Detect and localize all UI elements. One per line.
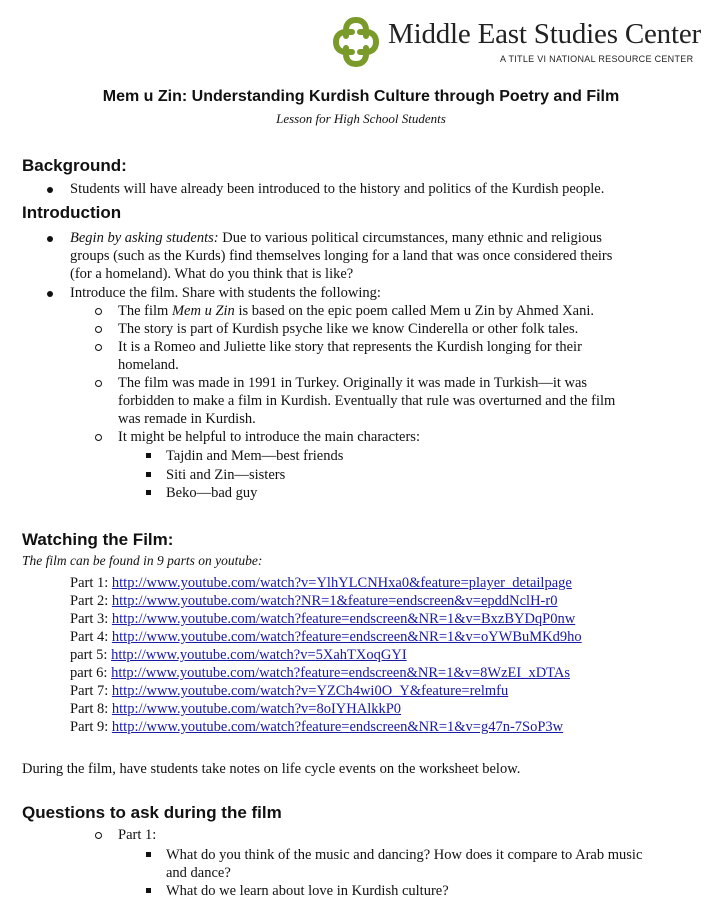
document-title: Mem u Zin: Understanding Kurdish Culture through Poetry and Film (102, 88, 620, 105)
square-bullet (146, 472, 151, 477)
youtube-link[interactable]: http://www.youtube.com/watch?feature=endscreen&NR=1&v=g47n-7SoP3w (111, 719, 564, 735)
intro-question-text: Due to various political circumstances, many ethnic and religious groups (such as the Kurds) find themselves longing for a land that was once considered theirs (for a homeland). What do you think that is like? (70, 230, 613, 282)
watching-heading: Watching the Film: (22, 530, 174, 549)
youtube-link[interactable]: http://www.youtube.com/watch?v=8oIYHAlkkP0 (111, 701, 402, 717)
youtube-link[interactable]: http://www.youtube.com/watch?v=YlhYLCNHxa0&feature=player_detailpage (111, 575, 572, 591)
intro-bullet-question (70, 229, 630, 283)
youtube-link[interactable]: http://www.youtube.com/watch?NR=1&feature=endscreen&v=epddNclH-r0 (111, 593, 558, 609)
square-bullet (146, 453, 151, 458)
questions-part-label: Part 1: (118, 827, 157, 843)
question-1: What do you think of the music and dancing? How does it compare to Arab music and dance? (166, 847, 643, 881)
bullet-dot (47, 236, 53, 242)
question-2: What do we learn about love in Kurdish culture? (166, 883, 449, 899)
org-subtitle: A TITLE VI NATIONAL RESOURCE CENTER (500, 54, 694, 64)
video-part-line: part 5: http://www.youtube.com/watch?v=5XahTXoqGYI (70, 647, 407, 663)
video-part-line: Part 1: http://www.youtube.com/watch?v=YlhYLCNHxa0&feature=player_detailpage (70, 575, 572, 591)
film-fact-1: The film Mem u Zin is based on the epic poem called Mem u Zin by Ahmed Xani. (118, 303, 595, 319)
background-bullet: Students will have already been introduced to the history and politics of the Kurdish people. (70, 181, 605, 197)
bullet-dot (47, 187, 53, 193)
sub-bullet-circle (95, 434, 102, 441)
sub-bullet-circle (95, 308, 102, 315)
background-heading: Background: (22, 156, 127, 175)
questions-heading: Questions to ask during the film (22, 803, 282, 822)
character-3: Beko—bad guy (166, 485, 258, 501)
sub-bullet-circle (95, 380, 102, 387)
film-fact-3: It is a Romeo and Juliette like story that represents the Kurdish longing for their homeland. (118, 339, 582, 373)
org-name: Middle East Studies Center (388, 18, 701, 50)
video-part-line: Part 8: http://www.youtube.com/watch?v=8oIYHAlkkP0 (70, 701, 402, 717)
during-film-note: During the film, have students take notes on life cycle events on the worksheet below. (22, 761, 521, 777)
green-interlocking-logo-icon (330, 14, 382, 70)
intro-bullet-film: Introduce the film. Share with students the following: (70, 285, 381, 301)
bullet-dot (47, 291, 53, 297)
youtube-link[interactable]: http://www.youtube.com/watch?feature=endscreen&NR=1&v=BxzBYDqP0nw (111, 611, 576, 627)
watching-note: The film can be found in 9 parts on youtube: (22, 553, 263, 568)
square-bullet (146, 852, 151, 857)
video-part-line: Part 9: http://www.youtube.com/watch?feature=endscreen&NR=1&v=g47n-7SoP3w (70, 719, 564, 735)
character-1: Tajdin and Mem—best friends (166, 448, 344, 464)
video-part-line: Part 7: http://www.youtube.com/watch?v=YZCh4wi0O_Y&feature=relmfu (70, 683, 509, 699)
video-part-line: Part 2: http://www.youtube.com/watch?NR=1&feature=endscreen&v=epddNclH-r0 (70, 593, 558, 609)
square-bullet (146, 888, 151, 893)
sub-bullet-circle (95, 344, 102, 351)
youtube-link[interactable]: http://www.youtube.com/watch?feature=endscreen&NR=1&v=8WzEI_xDTAs (111, 665, 570, 681)
document-subtitle: Lesson for High School Students (276, 111, 446, 126)
youtube-link[interactable]: http://www.youtube.com/watch?v=5XahTXoqGYI (111, 647, 407, 663)
square-bullet (146, 490, 151, 495)
video-part-line: part 6: http://www.youtube.com/watch?feature=endscreen&NR=1&v=8WzEI_xDTAs (70, 665, 570, 681)
video-part-line: Part 4: http://www.youtube.com/watch?feature=endscreen&NR=1&v=oYWBuMKd9ho (70, 629, 582, 645)
youtube-link[interactable]: http://www.youtube.com/watch?v=YZCh4wi0O_Y&feature=relmfu (111, 683, 509, 699)
sub-bullet-circle (95, 832, 102, 839)
film-fact-5: It might be helpful to introduce the main characters: (118, 429, 420, 445)
video-part-line: Part 3: http://www.youtube.com/watch?feature=endscreen&NR=1&v=BxzBYDqP0nw (70, 611, 576, 627)
introduction-heading: Introduction (22, 203, 122, 222)
intro-lead: Begin by asking students: (70, 230, 219, 246)
org-logo (330, 14, 710, 74)
film-fact-4: The film was made in 1991 in Turkey. Originally it was made in Turkish—it was forbidden to make a film in Kurdish. Eventually that rule was overturned and the film was remade in Kurdish. (118, 375, 616, 427)
youtube-link[interactable]: http://www.youtube.com/watch?feature=endscreen&NR=1&v=oYWBuMKd9ho (111, 629, 582, 645)
film-fact-2: The story is part of Kurdish psyche like we know Cinderella or other folk tales. (118, 321, 579, 337)
sub-bullet-circle (95, 326, 102, 333)
character-2: Siti and Zin—sisters (166, 467, 286, 483)
